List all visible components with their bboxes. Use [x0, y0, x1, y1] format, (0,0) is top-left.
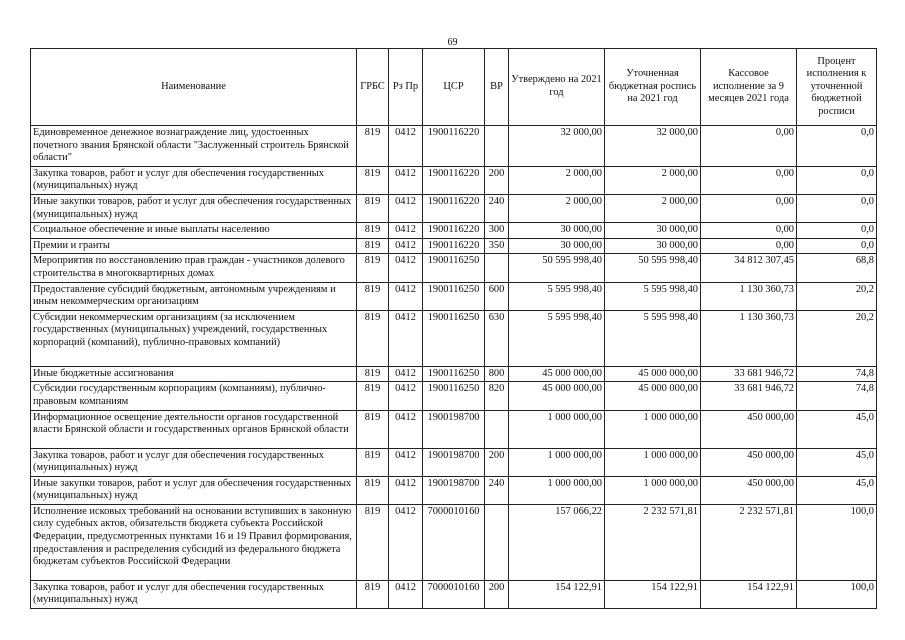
row-grbs: 819 [357, 382, 389, 410]
row-rzpr: 0412 [389, 282, 423, 310]
row-name: Закупка товаров, работ и услуг для обеспечения государственных (муниципальных) нужд [31, 580, 357, 608]
row-cash: 0,00 [701, 223, 797, 239]
row-vr: 240 [485, 194, 509, 222]
row-name: Субсидии некоммерческим организациям (за исключением государственных (муниципальных) учреждений, государственных корпораций (компаний), публично-правовых компаний) [31, 310, 357, 366]
row-approved: 5 595 998,40 [509, 310, 605, 366]
row-name: Единовременное денежное вознаграждение лиц, удостоенных почетного звания Брянской области "Заслуженный строитель Брянской области" [31, 126, 357, 167]
table-row [31, 410, 877, 448]
row-approved: 1 000 000,00 [509, 448, 605, 476]
row-name: Информационное освещение деятельности органов государственной власти Брянской области и государственных органов Брянской области [31, 410, 357, 448]
row-rzpr: 0412 [389, 476, 423, 504]
table-row [31, 476, 877, 504]
table-header-row [31, 49, 877, 126]
row-percent: 100,0 [797, 580, 877, 608]
row-name: Закупка товаров, работ и услуг для обеспечения государственных (муниципальных) нужд [31, 448, 357, 476]
col-header-grbs: ГРБС [357, 49, 389, 126]
table-row [31, 223, 877, 239]
row-rzpr: 0412 [389, 580, 423, 608]
row-name: Иные бюджетные ассигнования [31, 366, 357, 382]
row-name: Исполнение исковых требований на основании вступивших в законную силу судебных актов, обязательств бюджета субъекта Российской Федерации, предусмотренных пунктами 16 и 19 Правил формирования, предоставления и распределения субсидий из федерального бюджета бюджетам субъектов Российской Федерации [31, 504, 357, 580]
row-vr: 240 [485, 476, 509, 504]
table-row [31, 504, 877, 580]
row-percent: 0,0 [797, 166, 877, 194]
row-name: Мероприятия по восстановлению прав граждан - участников долевого строительства в многоквартирных домах [31, 254, 357, 282]
row-refined: 30 000,00 [605, 238, 701, 254]
row-csr: 1900116220 [423, 166, 485, 194]
row-approved: 5 595 998,40 [509, 282, 605, 310]
row-cash: 450 000,00 [701, 448, 797, 476]
row-grbs: 819 [357, 310, 389, 366]
row-vr [485, 254, 509, 282]
row-csr: 1900116220 [423, 194, 485, 222]
row-refined: 2 000,00 [605, 194, 701, 222]
row-grbs: 819 [357, 126, 389, 167]
row-approved: 45 000 000,00 [509, 382, 605, 410]
row-csr: 1900116250 [423, 366, 485, 382]
row-approved: 1 000 000,00 [509, 410, 605, 448]
row-refined: 1 000 000,00 [605, 448, 701, 476]
table-row [31, 310, 877, 366]
col-header-refined: Уточненная бюджетная роспись на 2021 год [605, 49, 701, 126]
row-rzpr: 0412 [389, 382, 423, 410]
row-csr: 1900198700 [423, 448, 485, 476]
row-cash: 33 681 946,72 [701, 382, 797, 410]
row-refined: 2 232 571,81 [605, 504, 701, 580]
row-refined: 2 000,00 [605, 166, 701, 194]
col-header-vr: ВР [485, 49, 509, 126]
row-refined: 45 000 000,00 [605, 366, 701, 382]
row-percent: 45,0 [797, 448, 877, 476]
row-rzpr: 0412 [389, 310, 423, 366]
row-vr [485, 410, 509, 448]
table-row [31, 238, 877, 254]
row-grbs: 819 [357, 166, 389, 194]
row-name: Предоставление субсидий бюджетным, автономным учреждениям и иным некоммерческим организациям [31, 282, 357, 310]
row-refined: 154 122,91 [605, 580, 701, 608]
row-grbs: 819 [357, 238, 389, 254]
row-percent: 45,0 [797, 476, 877, 504]
row-cash: 0,00 [701, 166, 797, 194]
row-csr: 1900198700 [423, 476, 485, 504]
row-cash: 33 681 946,72 [701, 366, 797, 382]
row-percent: 74,8 [797, 366, 877, 382]
row-csr: 1900116220 [423, 223, 485, 239]
row-cash: 450 000,00 [701, 410, 797, 448]
row-rzpr: 0412 [389, 166, 423, 194]
row-vr: 350 [485, 238, 509, 254]
col-header-rzpr: Рз Пр [389, 49, 423, 126]
row-vr [485, 126, 509, 167]
row-refined: 1 000 000,00 [605, 410, 701, 448]
row-cash: 450 000,00 [701, 476, 797, 504]
row-percent: 100,0 [797, 504, 877, 580]
row-percent: 0,0 [797, 238, 877, 254]
row-refined: 5 595 998,40 [605, 310, 701, 366]
row-refined: 32 000,00 [605, 126, 701, 167]
table-row [31, 194, 877, 222]
row-vr: 200 [485, 166, 509, 194]
row-percent: 74,8 [797, 382, 877, 410]
row-grbs: 819 [357, 448, 389, 476]
row-name: Иные закупки товаров, работ и услуг для обеспечения государственных (муниципальных) нужд [31, 194, 357, 222]
row-rzpr: 0412 [389, 504, 423, 580]
row-percent: 20,2 [797, 310, 877, 366]
row-refined: 30 000,00 [605, 223, 701, 239]
row-rzpr: 0412 [389, 238, 423, 254]
row-rzpr: 0412 [389, 254, 423, 282]
row-name: Субсидии государственным корпорациям (компаниям), публично-правовым компаниям [31, 382, 357, 410]
row-approved: 50 595 998,40 [509, 254, 605, 282]
page-number: 69 [447, 37, 458, 48]
row-csr: 7000010160 [423, 504, 485, 580]
row-percent: 45,0 [797, 410, 877, 448]
row-grbs: 819 [357, 194, 389, 222]
row-percent: 0,0 [797, 126, 877, 167]
row-name: Иные закупки товаров, работ и услуг для обеспечения государственных (муниципальных) нужд [31, 476, 357, 504]
row-vr: 630 [485, 310, 509, 366]
table-row [31, 166, 877, 194]
row-csr: 1900116220 [423, 238, 485, 254]
row-refined: 5 595 998,40 [605, 282, 701, 310]
row-approved: 32 000,00 [509, 126, 605, 167]
table-row [31, 366, 877, 382]
col-header-percent: Процент исполнения к уточненной бюджетной росписи [797, 49, 877, 126]
row-grbs: 819 [357, 223, 389, 239]
row-approved: 30 000,00 [509, 238, 605, 254]
row-csr: 7000010160 [423, 580, 485, 608]
row-csr: 1900116250 [423, 282, 485, 310]
row-cash: 0,00 [701, 238, 797, 254]
table-row [31, 448, 877, 476]
row-rzpr: 0412 [389, 194, 423, 222]
row-grbs: 819 [357, 366, 389, 382]
row-grbs: 819 [357, 476, 389, 504]
row-rzpr: 0412 [389, 126, 423, 167]
row-percent: 0,0 [797, 194, 877, 222]
row-rzpr: 0412 [389, 410, 423, 448]
row-vr [485, 504, 509, 580]
row-grbs: 819 [357, 580, 389, 608]
row-name: Премии и гранты [31, 238, 357, 254]
row-refined: 1 000 000,00 [605, 476, 701, 504]
row-vr: 600 [485, 282, 509, 310]
row-refined: 45 000 000,00 [605, 382, 701, 410]
table-row [31, 382, 877, 410]
table-row [31, 580, 877, 608]
row-cash: 0,00 [701, 126, 797, 167]
table-row [31, 282, 877, 310]
row-csr: 1900116220 [423, 126, 485, 167]
row-refined: 50 595 998,40 [605, 254, 701, 282]
row-grbs: 819 [357, 410, 389, 448]
row-cash: 0,00 [701, 194, 797, 222]
col-header-name: Наименование [31, 49, 357, 126]
row-approved: 1 000 000,00 [509, 476, 605, 504]
row-approved: 157 066,22 [509, 504, 605, 580]
row-approved: 2 000,00 [509, 194, 605, 222]
row-grbs: 819 [357, 282, 389, 310]
row-vr: 200 [485, 580, 509, 608]
row-cash: 1 130 360,73 [701, 282, 797, 310]
row-percent: 0,0 [797, 223, 877, 239]
row-grbs: 819 [357, 504, 389, 580]
col-header-csr: ЦСР [423, 49, 485, 126]
table-row [31, 126, 877, 167]
budget-table [30, 48, 877, 609]
row-percent: 20,2 [797, 282, 877, 310]
row-cash: 1 130 360,73 [701, 310, 797, 366]
row-name: Закупка товаров, работ и услуг для обеспечения государственных (муниципальных) нужд [31, 166, 357, 194]
row-vr: 300 [485, 223, 509, 239]
row-approved: 154 122,91 [509, 580, 605, 608]
row-percent: 68,8 [797, 254, 877, 282]
row-vr: 200 [485, 448, 509, 476]
row-cash: 154 122,91 [701, 580, 797, 608]
row-csr: 1900116250 [423, 254, 485, 282]
row-rzpr: 0412 [389, 223, 423, 239]
row-cash: 34 812 307,45 [701, 254, 797, 282]
row-csr: 1900116250 [423, 310, 485, 366]
col-header-approved: Утверждено на 2021 год [509, 49, 605, 126]
row-csr: 1900198700 [423, 410, 485, 448]
row-cash: 2 232 571,81 [701, 504, 797, 580]
row-grbs: 819 [357, 254, 389, 282]
row-name: Социальное обеспечение и иные выплаты населению [31, 223, 357, 239]
row-vr: 800 [485, 366, 509, 382]
row-rzpr: 0412 [389, 366, 423, 382]
row-approved: 2 000,00 [509, 166, 605, 194]
row-approved: 45 000 000,00 [509, 366, 605, 382]
row-csr: 1900116250 [423, 382, 485, 410]
row-rzpr: 0412 [389, 448, 423, 476]
table-row [31, 254, 877, 282]
row-approved: 30 000,00 [509, 223, 605, 239]
col-header-cash: Кассовое исполнение за 9 месяцев 2021 года [701, 49, 797, 126]
row-vr: 820 [485, 382, 509, 410]
